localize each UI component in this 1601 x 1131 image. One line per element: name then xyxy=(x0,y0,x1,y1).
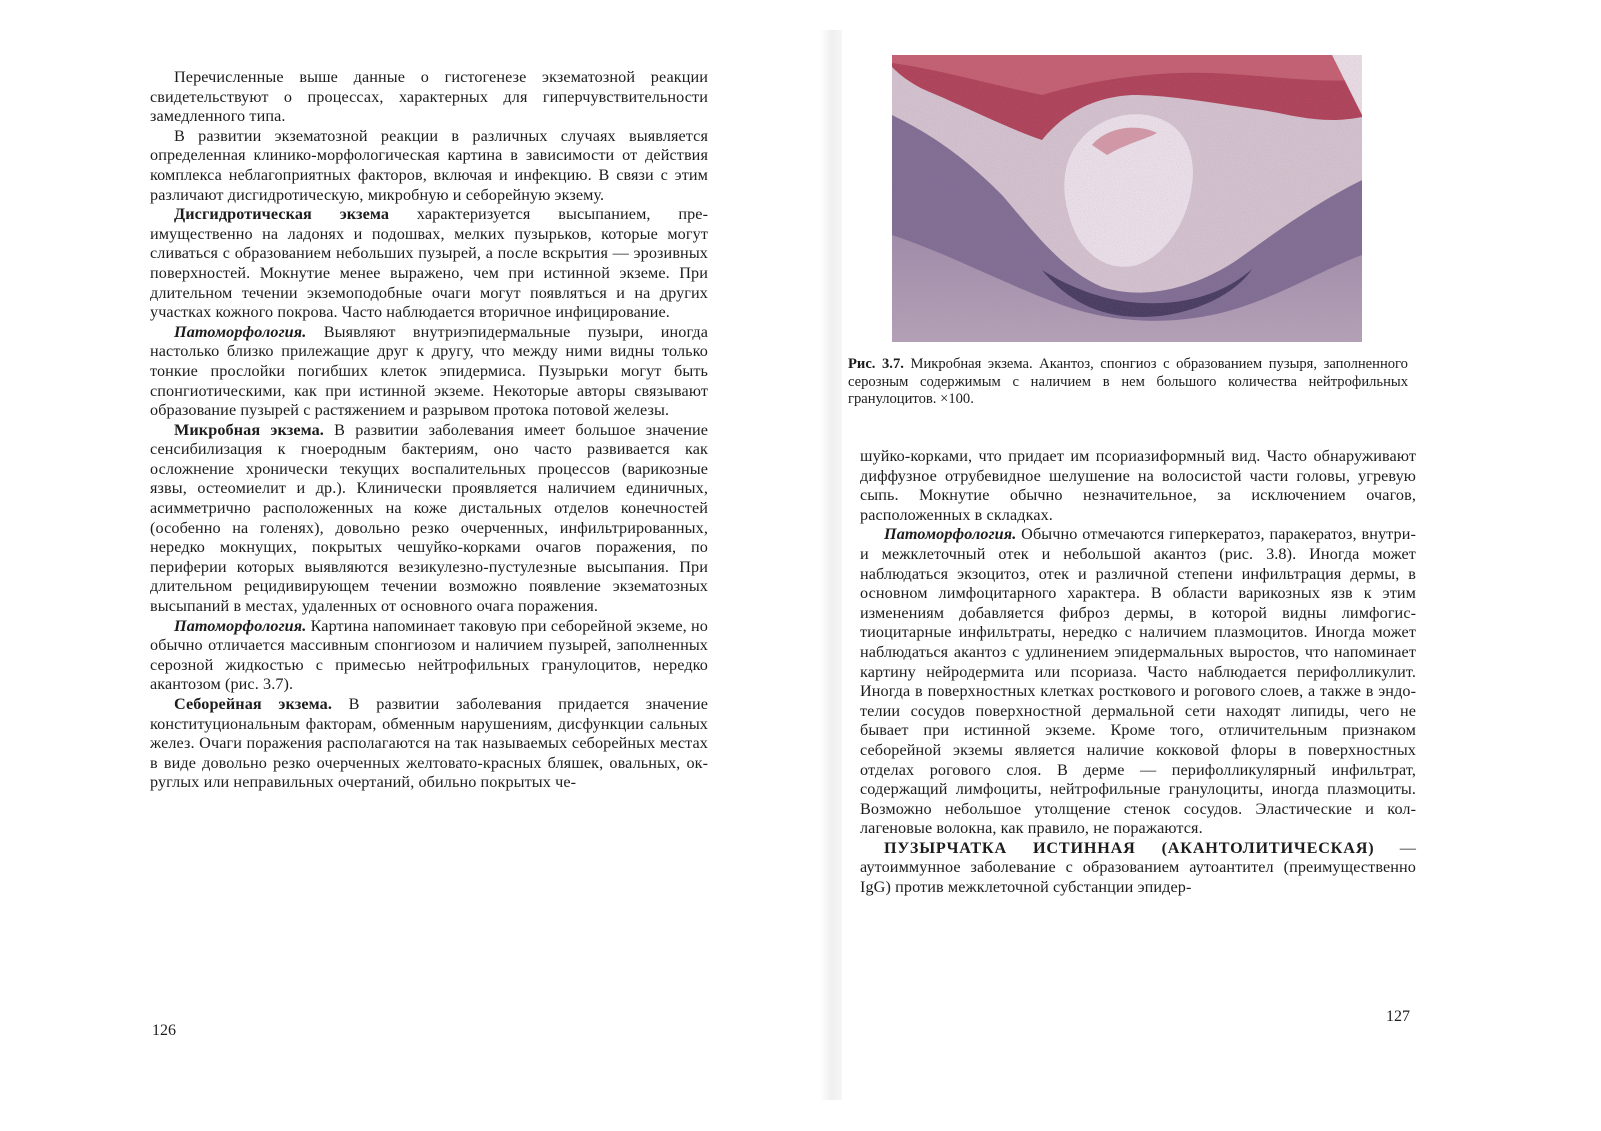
paragraph-text: В развитии заболевания имеет большое значение сенсибилизация к гноеродным бактериям, оно часто развивается как осложнение хронически текущих воспалительных процессов (варикозные язвы, остеомиелит и др.). Клинически проявляется наличием единичных, асимметрично расположенных на коже дистальных отделов конечностей (особенно на голенях), довольно резко очерченных, инфильтрированных, нередко мокнущих, покрытых чешуйко-корками очагов поражения, по периферии которых выявляются везикулезно-пустулезные высыпания. При длительном рецидивирующем течении возможно появление экзематозных высыпаний в местах, удаленных от основного очага поражения. xyxy=(150,420,709,616)
paragraph-seborrheic-pathomorphology xyxy=(860,525,1416,839)
paragraph-continuation: шуйко-корками, что придает им псориазиформный вид. Часто обнаруживают диффузное отрубевидное шелушение на волосистой части головы, угревую сыпь. Мокнутие обычно незначительное, за исключением очагов, расположенных в складках. xyxy=(860,447,1416,524)
subheading: Патоморфология. xyxy=(174,616,307,635)
section-heading: ПУЗЫРЧАТКА ИСТИННАЯ (АКАНТОЛИТИЧЕСКАЯ) xyxy=(884,838,1375,857)
paragraph-dyshidrotic-pathomorphology xyxy=(150,323,708,421)
subheading: Патоморфология. xyxy=(174,322,307,341)
paragraph-microbial xyxy=(150,421,708,617)
paragraph-text: характеризуется высыпанием, преимущественно на ладонях и подошвах, мелких пузырьков, которые могут сливаться с образованием небольших пузырей, а после вскрытия — эрозивных поверхностей. Мокнутие менее выражено, чем при истинной экземе. При длительном течении экземоподобные очаги могут появляться и на других участках кожного покрова. Часто наблюдается вторичное инфицирование. xyxy=(150,205,708,322)
paragraph-pemphigus xyxy=(860,839,1416,898)
paragraph-seborrheic xyxy=(150,695,708,793)
term-heading: Себорейная экзема. xyxy=(174,695,332,713)
term-heading: Микробная экзема. xyxy=(174,420,324,439)
caption-label: Рис. 3.7. xyxy=(848,356,904,372)
paragraph-text: Картина напоминает таковую при себорейной экземе, но обычно отличается массивным спонгиозом и наличием пузырей, заполненных серозной жидкостью с примесью нейтрофильных гранулоцитов, нередко акантозом (рис. 3.7). xyxy=(150,616,708,694)
right-text-column xyxy=(860,447,1416,898)
paragraph-text: — аутоиммунное заболевание с образованием аутоантител (преимущественно IgG) против межклеточной субстанции эпидер- xyxy=(860,838,1416,897)
paragraph-microbial-pathomorphology xyxy=(150,617,708,695)
paragraph-text: Обычно отмечаются гиперкератоз, паракератоз, внутри- и межклеточный отек и небольшой акантоз (рис. 3.8). Иногда может наблюдаться экзоцитоз, отек и различной степени инфильтрация дермы, в основном лимфоцитарного характера. В области варикозных язв к этим изменениям добавляется фиброз дермы, в которой видны лимфогистиоцитарные инфильтраты, нередко с наличием плазмоцитов. Иногда может наблюдаться акантоз с удлинением эпидермальных выростов, что напоминает картину нейродермита или псориаза. Часто наблюдается перифолликулит. Иногда в поверхностных клетках росткового и рогового слоев, а также в эндотелии сосудов поверхностной дермальной сети находят липиды, чего не бывает при истинной экземе. Кроме того, отличительным признаком себорейной экземы является наличие кокковой флоры в поверхностных отделах рогового слоя. В дерме — перифолликулярный инфильтрат, содержащий лимфоциты, нейтрофильные гранулоциты, иногда плазмоциты. Возможно небольшое утолщение стенок сосудов. Эластические и коллагеновые волокна, как правило, не поражаются. xyxy=(860,525,1416,838)
paragraph-text: Выявляют внутриэпидермальные пузыри, иногда настолько близко прилежащие друг к другу, что между ними видны только тонкие прослойки погибших клеток эпидермиса. Пузырьки могут быть спонгиотическими, как при истинной экземе. Некоторые авторы связывают образование пузырей с растяжением и разрывом протока потовой железы. xyxy=(150,322,708,420)
micrograph-image xyxy=(892,55,1362,342)
subheading: Патоморфология. xyxy=(884,525,1017,544)
paragraph-dyshidrotic xyxy=(150,205,708,323)
caption-text: Микробная экзема. Акантоз, спонгиоз с образованием пузыря, заполненного серозным содержимым с наличием в нем большого количества нейтрофильных гранулоцитов. ×100. xyxy=(848,356,1408,408)
paragraph: Перечисленные выше данные о гистогенезе экзематозной реакции свидетельствуют о процессах, характерных для гиперчувствительности замедленного типа. xyxy=(150,68,708,126)
term-heading: Дисгидротическая экзема xyxy=(174,205,390,224)
histology-photo xyxy=(892,55,1362,342)
paragraph-text: В развитии заболевания придается значение конституциональным факторам, обменным нарушениям, дисфункции сальных желез. Очаги поражения располагаются на так называемых себорейных местах в виде довольно резко очерченных желтовато-красных бляшек, овальных, округлых или неправильных очертаний, обильно покрытых че- xyxy=(150,695,708,792)
right-page xyxy=(842,0,1601,1131)
page-number: 126 xyxy=(152,1022,176,1039)
left-text-column xyxy=(150,68,708,793)
book-gutter xyxy=(820,30,842,1100)
page-number: 127 xyxy=(1386,1008,1410,1025)
figure-caption xyxy=(848,356,1408,409)
paragraph: В развитии экзематозной реакции в различных случаях выявляется определенная клинико-морфологическая картина в зависимости от действия комплекса неблагоприятных факторов, включая и инфекцию. В связи с этим различают дисгидротическую, микробную и себорейную экзему. xyxy=(150,126,708,204)
